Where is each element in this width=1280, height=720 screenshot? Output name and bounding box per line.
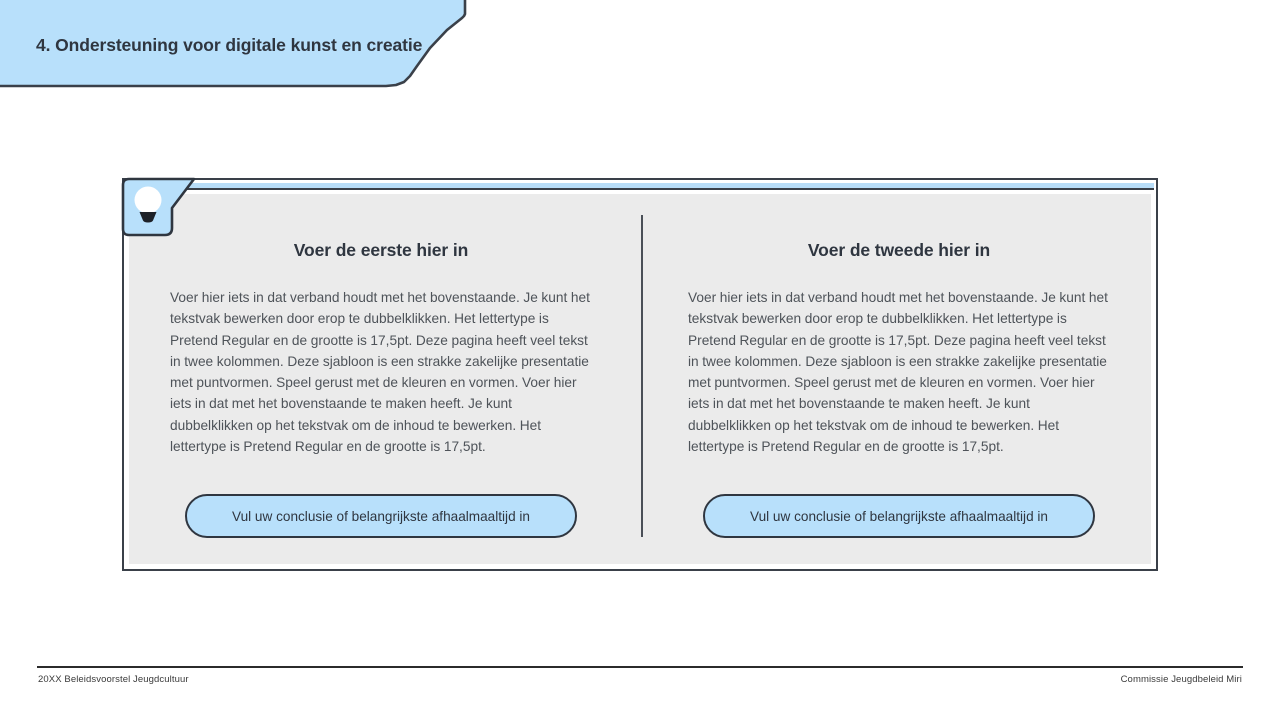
footer-divider [37,666,1243,668]
column-second-conclusion-button[interactable]: Vul uw conclusie of belangrijkste afhaalmaaltijd in [703,494,1095,538]
page-title: 4. Ondersteuning voor digitale kunst en creatie [36,35,423,55]
column-first-heading: Voer de eerste hier in [293,240,469,260]
column-first-conclusion-button[interactable]: Vul uw conclusie of belangrijkste afhaalmaaltijd in [185,494,577,538]
footer-right-label: Commissie Jeugdbeleid Miri [1120,674,1242,685]
column-first-button-row [122,494,640,538]
column-second-button-row [640,494,1158,538]
lightbulb-icon-tab [120,176,198,238]
column-first-body: Voer hier iets in dat verband houdt met het bovenstaande. Je kunt het tekstvak bewerken door erop te dubbelklikken. Het lettertype is Pretend Regular en de grootte is 17,5pt. Deze pagina heeft veel tekst in twee kolommen. Deze sjabloon is een strakke zakelijke presentatie met puntvormen. Speel gerust met de kleuren en vormen. Voer hier iets in dat met het bovenstaande te maken heeft. Je kunt dubbelklikken op het tekstvak om de inhoud te bewerken. Het lettertype is Pretend Regular en de grootte is 17,5pt. [170,290,590,455]
column-second-heading: Voer de tweede hier in [807,240,991,260]
header-banner [0,0,470,88]
column-first [122,192,640,571]
column-divider [641,215,643,537]
columns-container [122,192,1158,571]
footer-left-label: 20XX Beleidsvoorstel Jeugdcultuur [38,674,189,685]
lightbulb-icon [120,176,198,240]
content-card [122,178,1158,571]
card-top-accent-strip [127,183,1154,190]
column-second [640,192,1158,571]
column-second-body: Voer hier iets in dat verband houdt met het bovenstaande. Je kunt het tekstvak bewerken door erop te dubbelklikken. Het lettertype is Pretend Regular en de grootte is 17,5pt. Deze pagina heeft veel tekst in twee kolommen. Deze sjabloon is een strakke zakelijke presentatie met puntvormen. Speel gerust met de kleuren en vormen. Voer hier iets in dat met het bovenstaande te maken heeft. Je kunt dubbelklikken op het tekstvak om de inhoud te bewerken. Het lettertype is Pretend Regular en de grootte is 17,5pt. [688,290,1108,455]
